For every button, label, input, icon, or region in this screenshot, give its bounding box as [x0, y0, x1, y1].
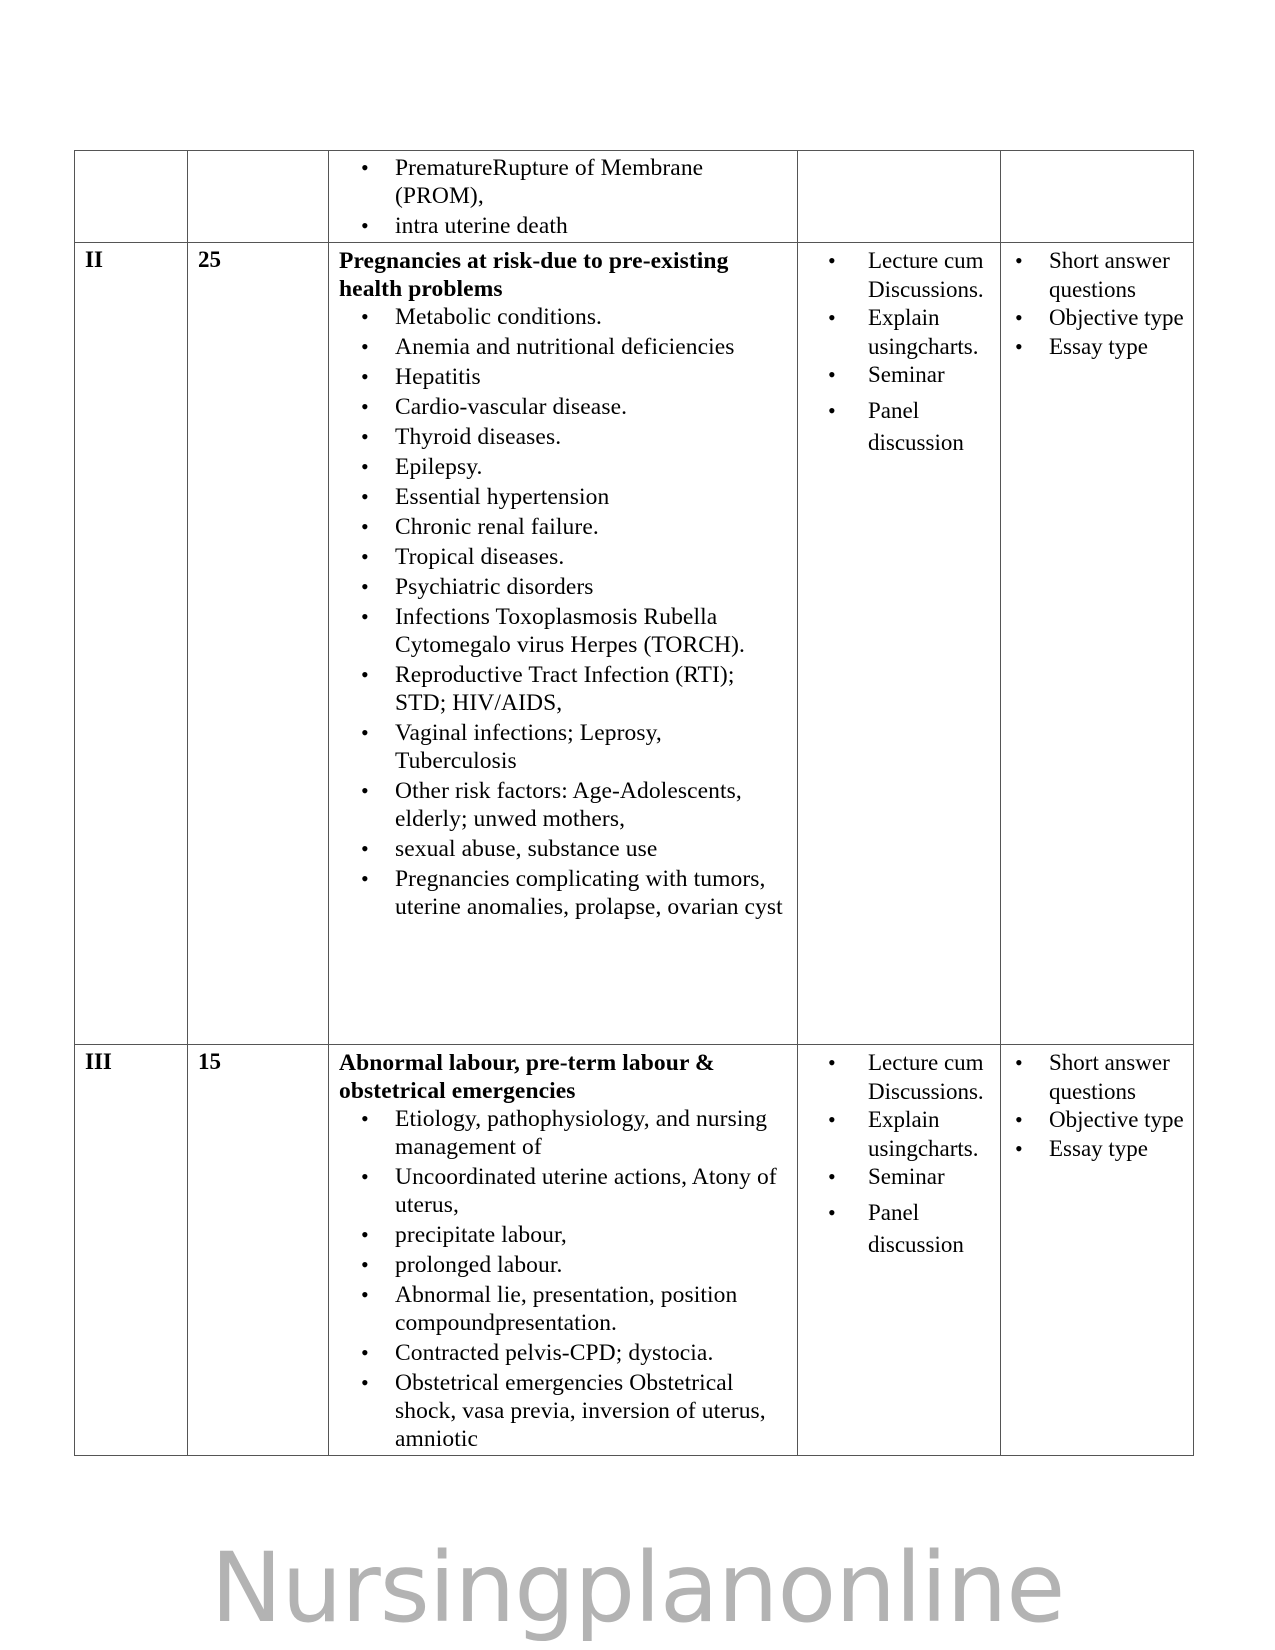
table-row: [75, 243, 1194, 1045]
topic-item: • Cardio-vascular disease.: [339, 393, 789, 421]
methods-list: [798, 1045, 1000, 1261]
topic-item: • Etiology, pathophysiology, and nursing management of: [339, 1105, 789, 1161]
method-item: • Lecture cum Discussions.: [798, 247, 1000, 304]
topic-item: • Psychiatric disorders: [339, 573, 789, 601]
unit-heading: Pregnancies at risk-due to pre-existing health problems: [339, 248, 729, 302]
topic-item: • Reproductive Tract Infection (RTI); STD; HIV/AIDS,: [339, 661, 789, 717]
topic-item: • intra uterine death: [339, 212, 789, 240]
topic-item: • Vaginal infections; Leprosy, Tuberculosis: [339, 719, 789, 775]
topic-list: [339, 1105, 789, 1453]
topic-item: • precipitate labour,: [339, 1221, 789, 1249]
method-item: • Lecture cum Discussions.: [798, 1049, 1000, 1106]
unit-cell: II: [75, 243, 188, 1045]
methods-list: [798, 243, 1000, 459]
topic-item: • Tropical diseases.: [339, 543, 789, 571]
table-row: [75, 1045, 1194, 1456]
methods-cell: [798, 151, 1001, 243]
method-item: • Seminar: [798, 361, 1000, 390]
content-cell: [329, 151, 798, 243]
evaluation-cell: [1001, 151, 1194, 243]
unit-cell: III: [75, 1045, 188, 1456]
topic-item: • Pregnancies complicating with tumors, uterine anomalies, prolapse, ovarian cyst: [339, 865, 789, 921]
topic-item: • PrematureRupture of Membrane (PROM),: [339, 154, 789, 210]
method-item: • Explain usingcharts.: [798, 1106, 1000, 1163]
topic-item: • prolonged labour.: [339, 1251, 789, 1279]
evaluation-list: [1001, 243, 1193, 361]
topic-item: • Abnormal lie, presentation, position compoundpresentation.: [339, 1281, 789, 1337]
methods-cell: [798, 243, 1001, 1045]
evaluation-list: [1001, 1045, 1193, 1163]
table-row: [75, 151, 1194, 243]
method-item: • Panel discussion: [798, 395, 1000, 459]
methods-cell: [798, 1045, 1001, 1456]
evaluation-item: • Essay type: [1001, 333, 1193, 362]
topic-item: • Essential hypertension: [339, 483, 789, 511]
evaluation-cell: [1001, 1045, 1194, 1456]
topic-item: • Uncoordinated uterine actions, Atony of uterus,: [339, 1163, 789, 1219]
unit-cell: [75, 151, 188, 243]
evaluation-item: • Objective type: [1001, 304, 1193, 333]
evaluation-cell: [1001, 243, 1194, 1045]
topic-item: • Obstetrical emergencies Obstetrical shock, vasa previa, inversion of uterus, amniotic: [339, 1369, 789, 1453]
topic-item: • Hepatitis: [339, 363, 789, 391]
evaluation-item: • Essay type: [1001, 1135, 1193, 1164]
topic-list: [339, 303, 789, 921]
method-item: • Explain usingcharts.: [798, 304, 1000, 361]
watermark: Nursingplanonline: [210, 1532, 1065, 1644]
unit-heading: Abnormal labour, pre-term labour & obstetrical emergencies: [339, 1050, 715, 1104]
evaluation-item: • Objective type: [1001, 1106, 1193, 1135]
method-item: • Panel discussion: [798, 1197, 1000, 1261]
hours-cell: 25: [188, 243, 329, 1045]
topic-item: • Infections Toxoplasmosis Rubella Cytomegalo virus Herpes (TORCH).: [339, 603, 789, 659]
topic-item: • Other risk factors: Age-Adolescents, elderly; unwed mothers,: [339, 777, 789, 833]
topic-list: [339, 151, 789, 240]
topic-item: • Thyroid diseases.: [339, 423, 789, 451]
content-cell: [329, 1045, 798, 1456]
topic-item: • Anemia and nutritional deficiencies: [339, 333, 789, 361]
topic-item: • sexual abuse, substance use: [339, 835, 789, 863]
syllabus-table: [74, 150, 1194, 1456]
evaluation-item: • Short answer questions: [1001, 1049, 1193, 1106]
evaluation-item: • Short answer questions: [1001, 247, 1193, 304]
topic-item: • Metabolic conditions.: [339, 303, 789, 331]
method-item: • Seminar: [798, 1163, 1000, 1192]
hours-cell: 15: [188, 1045, 329, 1456]
topic-item: • Contracted pelvis-CPD; dystocia.: [339, 1339, 789, 1367]
topic-item: • Chronic renal failure.: [339, 513, 789, 541]
hours-cell: [188, 151, 329, 243]
content-cell: [329, 243, 798, 1045]
topic-item: • Epilepsy.: [339, 453, 789, 481]
